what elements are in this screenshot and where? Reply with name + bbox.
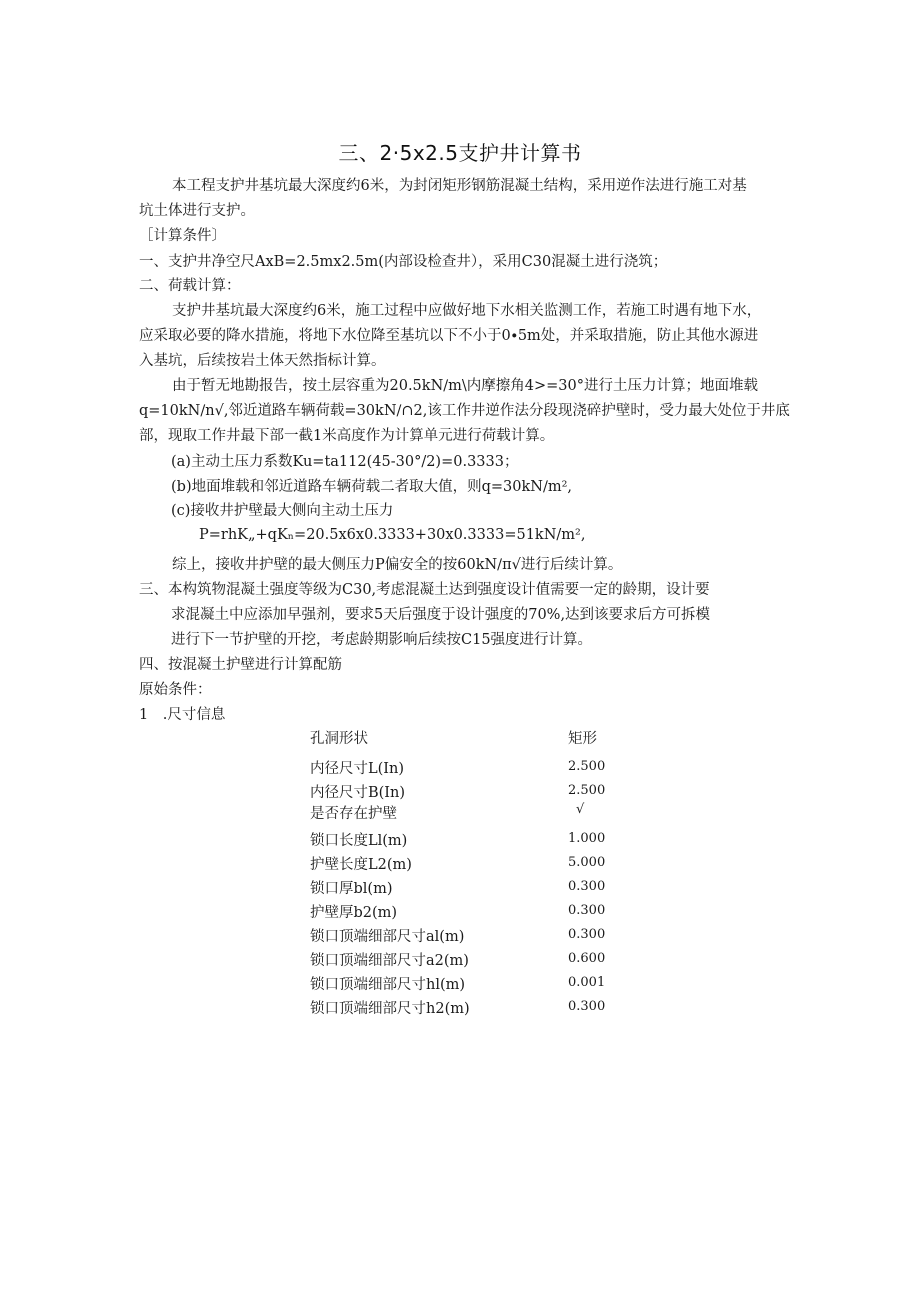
- table-row: [310, 901, 630, 923]
- table-row: [310, 925, 630, 947]
- table-cell-label: 护壁长度L2(m): [310, 857, 412, 873]
- table-cell-label: 内径尺寸L(In): [310, 761, 405, 777]
- table-cell-value: 0.300: [568, 879, 606, 894]
- sub-item-b: (b)地面堆载和邻近道路车辆荷载二者取大值，则q=30kN∕m²,: [171, 479, 573, 495]
- load-paragraph-line-2: 应采取必要的降水措施，将地下水位降至基坑以下不小于0∙5m处，并采取措施，防止其他水源进: [139, 328, 759, 344]
- table-row: [310, 949, 630, 971]
- table-cell-value: 0.300: [568, 927, 606, 942]
- item-four-heading: 四、按混凝土护壁进行计算配筋: [139, 657, 342, 673]
- load-paragraph-line-1: 支护井基坑最大深度约6米，施工过程中应做好地下水相关监测工作，若施工时遇有地下水，: [172, 303, 762, 319]
- table-cell-value: 0.600: [568, 951, 606, 966]
- section-heading-conditions: ［计算条件〕: [139, 228, 226, 244]
- table-row: [310, 757, 630, 779]
- sub-item-c: (c)接收井护壁最大侧向主动土压力: [171, 503, 394, 519]
- soil-paragraph-line-3: 部，现取工作井最下部一截1米高度作为计算单元进行荷载计算。: [139, 428, 555, 444]
- soil-paragraph-line-1: 由于暂无地勘报告，按土层容重为20.5kN∕m\内摩擦角4>=30°进行土压力计算；地面堆载: [172, 378, 759, 394]
- original-conditions-heading: 原始条件：: [139, 682, 212, 698]
- table-header-row: [310, 727, 630, 749]
- table-header-label: 孔洞形状: [310, 731, 368, 747]
- summary-line: 综上，接收井护壁的最大侧压力P偏安全的按60kN∕π√进行后续计算。: [172, 557, 623, 573]
- item-three-line-2: 求混凝土中应添加早强剂，要求5天后强度于设计强度的70%,达到该要求后方可拆模: [171, 607, 711, 623]
- table-cell-label: 锁口顶端细部尺寸a2(m): [310, 953, 469, 969]
- table-cell-label: 内径尺寸B(In): [310, 785, 406, 801]
- table-row: [310, 802, 630, 824]
- table-cell-value: 5.000: [568, 855, 606, 870]
- item-three-line-1: 三、本构筑物混凝土强度等级为C30,考虑混凝土达到强度设计值需要一定的龄期，设计要: [139, 582, 710, 598]
- table-cell-label: 锁口顶端细部尺寸h2(m): [310, 1001, 470, 1017]
- table-cell-value: 0.300: [568, 999, 606, 1014]
- table-row: [310, 781, 630, 803]
- intro-paragraph-line-2: 坑土体进行支护。: [139, 203, 255, 219]
- dimension-info-heading: 1 .尺寸信息: [139, 707, 226, 723]
- item-two-heading: 二、荷载计算：: [139, 278, 241, 294]
- table-cell-value: √: [576, 802, 585, 817]
- table-cell-label: 锁口厚bl(m): [310, 881, 393, 897]
- table-row: [310, 973, 630, 995]
- table-row: [310, 853, 630, 875]
- table-header-value: 矩形: [568, 731, 597, 747]
- table-row: [310, 997, 630, 1019]
- pressure-formula: P=rhK„+qKₙ=20.5x6x0.3333+30x0.3333=51kN/m²,: [199, 527, 586, 543]
- table-cell-label: 锁口长度Ll(m): [310, 833, 408, 849]
- table-cell-label: 是否存在护壁: [310, 806, 397, 822]
- table-cell-label: 锁口顶端细部尺寸hl(m): [310, 977, 466, 993]
- table-row: [310, 877, 630, 899]
- table-cell-value: 0.300: [568, 903, 606, 918]
- item-three-line-3: 进行下一节护壁的开挖，考虑龄期影响后续按C15强度进行计算。: [171, 632, 593, 648]
- document-title: 三、2·5x2.5支护井计算书: [338, 141, 582, 165]
- table-cell-value: 2.500: [568, 783, 606, 798]
- table-cell-value: 0.001: [568, 975, 606, 990]
- intro-paragraph-line-1: 本工程支护井基坑最大深度约6米，为封闭矩形钢筋混凝土结构，采用逆作法进行施工对基: [172, 178, 747, 194]
- table-cell-value: 2.500: [568, 759, 606, 774]
- table-row: [310, 829, 630, 851]
- table-cell-label: 护壁厚b2(m): [310, 905, 398, 921]
- table-cell-value: 1.000: [568, 831, 606, 846]
- table-cell-label: 锁口顶端细部尺寸al(m): [310, 929, 465, 945]
- sub-item-a: (a)主动土压力系数Ku=ta112(45-30°/2)=0.3333；: [171, 454, 519, 470]
- load-paragraph-line-3: 入基坑，后续按岩土体天然指标计算。: [139, 353, 386, 369]
- item-one-line: 一、支护井净空尺AxB=2.5mx2.5m(内部设检查井），采用C30混凝土进行浇筑；: [139, 254, 668, 270]
- soil-paragraph-line-2: q=10kN∕n√,邻近道路车辆荷载=30kN∕∩2,该工作井逆作法分段现浇碎护壁时，受力最大处位于井底: [139, 403, 790, 419]
